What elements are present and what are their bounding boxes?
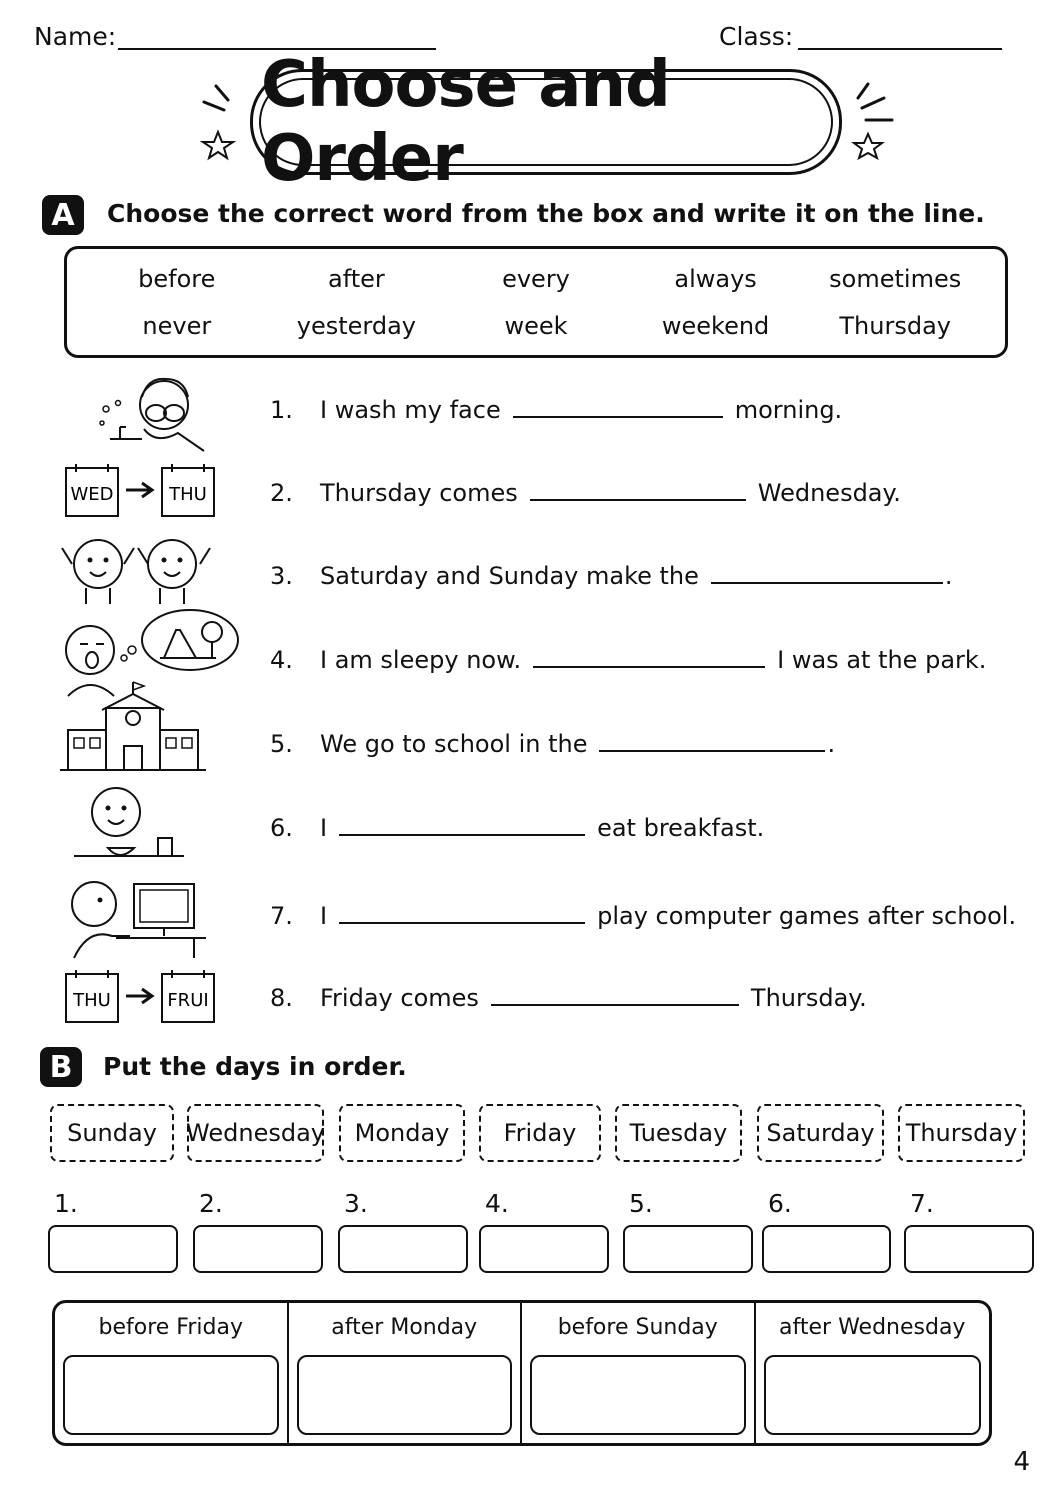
section-a-badge: A bbox=[42, 195, 84, 235]
day-card[interactable]: Saturday bbox=[757, 1104, 884, 1162]
child-yawning-park-icon bbox=[56, 610, 240, 700]
order-number: 5. bbox=[629, 1189, 653, 1218]
day-card[interactable]: Monday bbox=[339, 1104, 465, 1162]
calendar-from-label: THU bbox=[73, 990, 111, 1011]
page-title: Choose and Order bbox=[261, 48, 670, 196]
question-number: 1. bbox=[270, 396, 293, 424]
day-card[interactable]: Tuesday bbox=[615, 1104, 742, 1162]
clue-label: after Wednesday bbox=[779, 1315, 966, 1340]
calendar-to-label: THU bbox=[169, 484, 207, 505]
order-answer-box[interactable] bbox=[479, 1225, 609, 1273]
order-number: 1. bbox=[54, 1189, 78, 1218]
question-number: 5. bbox=[270, 730, 293, 758]
word-bank-item: before bbox=[138, 264, 216, 293]
clue-answer-box[interactable] bbox=[530, 1355, 746, 1435]
order-number: 2. bbox=[199, 1189, 223, 1218]
question-text-before: I bbox=[320, 814, 328, 842]
word-bank-item: week bbox=[504, 311, 568, 340]
section-a-instruction: Choose the correct word from the box and write it on the line. bbox=[107, 199, 985, 228]
question-text-before: Saturday and Sunday make the bbox=[320, 562, 699, 590]
clue-cell bbox=[55, 1303, 289, 1443]
clue-label: before Friday bbox=[98, 1315, 243, 1340]
question-text-after: morning. bbox=[734, 396, 843, 424]
word-bank-item: yesterday bbox=[296, 311, 417, 340]
child-eating-icon bbox=[74, 782, 184, 862]
question-text-after: eat breakfast. bbox=[597, 814, 765, 842]
school-building-icon bbox=[60, 688, 206, 774]
word-bank-item: always bbox=[674, 264, 757, 293]
order-answer-box[interactable] bbox=[762, 1225, 891, 1273]
question-text-after: Thursday. bbox=[750, 984, 867, 1012]
question-text-after: play computer games after school. bbox=[597, 902, 1017, 930]
calendar-thu-fri-icon bbox=[62, 966, 218, 1028]
calendar-from-label: WED bbox=[70, 484, 114, 505]
question-text-after: . bbox=[944, 562, 953, 590]
question-number: 4. bbox=[270, 646, 293, 674]
answer-blank[interactable] bbox=[599, 730, 825, 752]
question-number: 8. bbox=[270, 984, 293, 1012]
word-bank-item: sometimes bbox=[829, 264, 962, 293]
clue-label: before Sunday bbox=[557, 1315, 718, 1340]
question-text-after: I was at the park. bbox=[777, 646, 987, 674]
order-answer-box[interactable] bbox=[623, 1225, 753, 1273]
answer-blank[interactable] bbox=[711, 562, 943, 584]
sparkle-left-icon bbox=[196, 80, 246, 165]
question-text-after: Wednesday. bbox=[757, 479, 901, 507]
order-number: 4. bbox=[485, 1189, 509, 1218]
order-answer-box[interactable] bbox=[904, 1225, 1034, 1273]
clue-answer-box[interactable] bbox=[63, 1355, 279, 1435]
clue-table bbox=[52, 1300, 992, 1446]
question-number: 3. bbox=[270, 562, 293, 590]
answer-blank[interactable] bbox=[339, 814, 585, 836]
question-text-before: Friday comes bbox=[320, 984, 479, 1012]
order-answer-box[interactable] bbox=[193, 1225, 323, 1273]
word-bank bbox=[64, 246, 1008, 358]
clue-answer-box[interactable] bbox=[297, 1355, 513, 1435]
order-number: 7. bbox=[910, 1189, 934, 1218]
word-bank-item: every bbox=[502, 264, 570, 293]
question-number: 6. bbox=[270, 814, 293, 842]
section-b-instruction: Put the days in order. bbox=[103, 1052, 407, 1081]
answer-blank[interactable] bbox=[339, 902, 585, 924]
page-number: 4 bbox=[1013, 1447, 1030, 1477]
answer-blank[interactable] bbox=[533, 646, 765, 668]
clue-label: after Monday bbox=[331, 1315, 478, 1340]
day-card[interactable]: Friday bbox=[479, 1104, 601, 1162]
name-label: Name: bbox=[34, 22, 117, 51]
day-card[interactable]: Thursday bbox=[898, 1104, 1025, 1162]
calendar-wed-thu-icon bbox=[62, 460, 218, 522]
child-washing-face-icon bbox=[96, 365, 211, 455]
clue-cell bbox=[289, 1303, 523, 1443]
title-banner bbox=[250, 48, 842, 196]
question-text-before: I bbox=[320, 902, 328, 930]
question-text-after: . bbox=[827, 730, 836, 758]
clue-answer-box[interactable] bbox=[764, 1355, 982, 1435]
section-b-badge: B bbox=[40, 1047, 82, 1087]
question-number: 7. bbox=[270, 902, 293, 930]
word-bank-item: never bbox=[142, 311, 212, 340]
clue-cell bbox=[756, 1303, 990, 1443]
answer-blank[interactable] bbox=[513, 396, 723, 418]
question-text-before: I am sleepy now. bbox=[320, 646, 522, 674]
class-label: Class: bbox=[719, 22, 794, 51]
sparkle-right-icon bbox=[848, 80, 898, 165]
question-number: 2. bbox=[270, 479, 293, 507]
clue-cell bbox=[522, 1303, 756, 1443]
child-computer-icon bbox=[66, 874, 208, 960]
order-answer-box[interactable] bbox=[48, 1225, 178, 1273]
question-text-before: I wash my face bbox=[320, 396, 501, 424]
word-bank-item: weekend bbox=[661, 311, 770, 340]
question-text-before: Thursday comes bbox=[320, 479, 518, 507]
word-bank-item: after bbox=[328, 264, 385, 293]
answer-blank[interactable] bbox=[530, 479, 746, 501]
happy-children-icon bbox=[56, 530, 216, 606]
order-number: 3. bbox=[344, 1189, 368, 1218]
day-card[interactable]: Sunday bbox=[50, 1104, 174, 1162]
day-card[interactable]: Wednesday bbox=[187, 1104, 324, 1162]
word-bank-item: Thursday bbox=[839, 311, 951, 340]
answer-blank[interactable] bbox=[491, 984, 739, 1006]
order-answer-box[interactable] bbox=[338, 1225, 468, 1273]
order-number: 6. bbox=[768, 1189, 792, 1218]
calendar-to-label: FRUI bbox=[167, 990, 209, 1011]
question-text-before: We go to school in the bbox=[320, 730, 588, 758]
